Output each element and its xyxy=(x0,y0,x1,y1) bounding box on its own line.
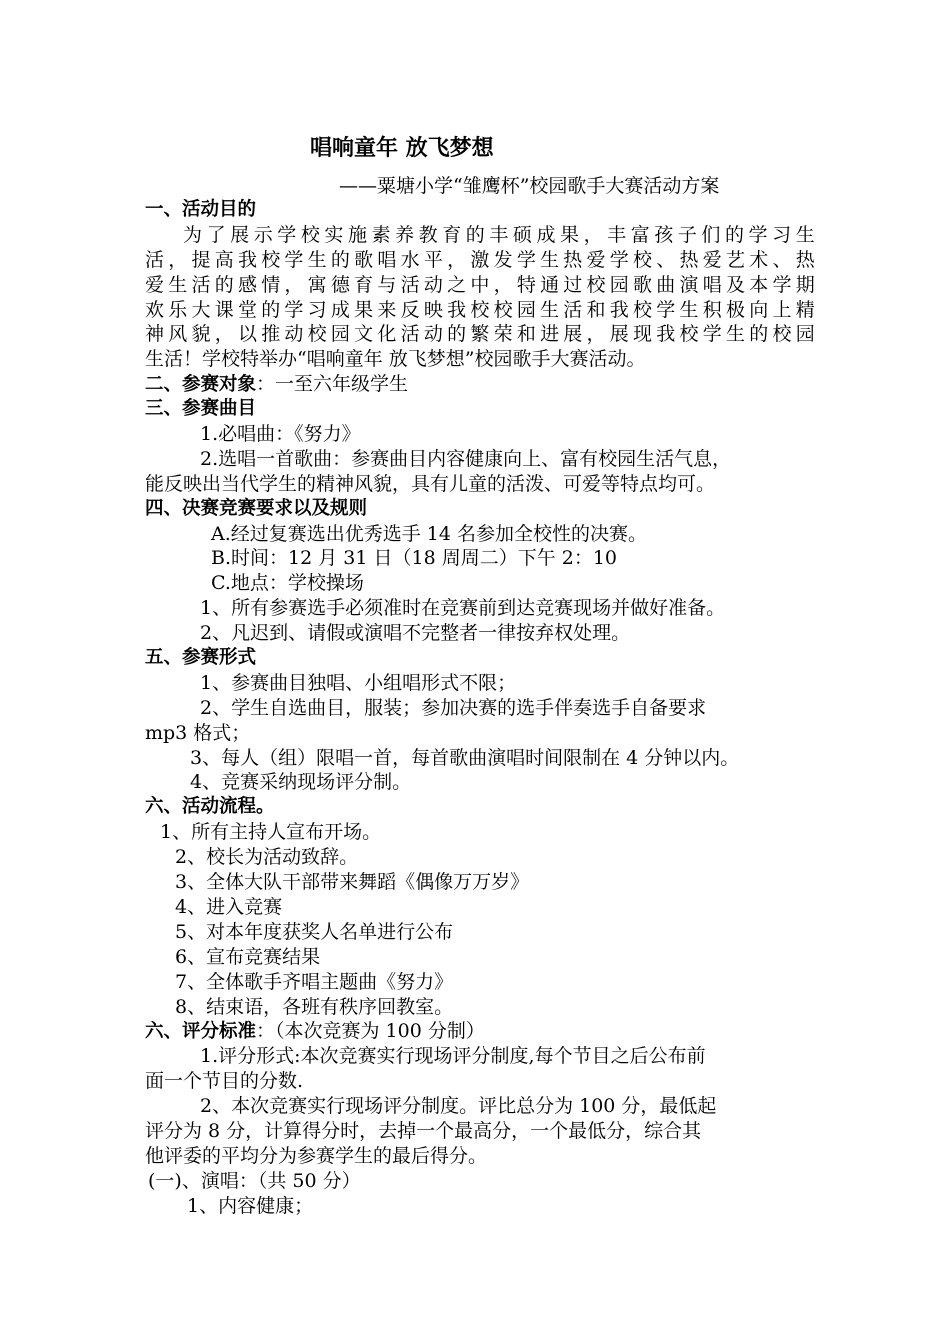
list-item: 3、全体大队干部带来舞蹈《偶像万万岁》 xyxy=(175,871,530,894)
paragraph-line: 活，提高我校学生的歌唱水平，激发学生热爱学校、热爱艺术、热 xyxy=(145,248,815,271)
list-item: 能反映出当代学生的精神风貌，具有儿童的活泼、可爱等特点均可。 xyxy=(145,472,716,495)
section-heading-participants: 二、参赛对象 xyxy=(145,374,257,396)
list-item: 1、所有参赛选手必须准时在竞赛前到达竞赛现场并做好准备。 xyxy=(200,597,726,620)
list-item: mp3 格式； xyxy=(145,721,251,744)
paragraph-line: 欢乐大课堂的学习成果来反映我校校园生活和我校学生积极向上精 xyxy=(145,298,815,321)
paragraph-line: 神风貌，以推动校园文化活动的繁荣和进展，展现我校学生的校园 xyxy=(145,323,815,346)
list-item: 1、内容健康； xyxy=(187,1194,314,1217)
list-item: 2.选唱一首歌曲：参赛曲目内容健康向上、富有校园生活气息， xyxy=(200,447,732,470)
section-heading-purpose: 一、活动目的 xyxy=(145,199,257,220)
list-item: 1、所有主持人宣布开场。 xyxy=(160,821,382,844)
section-heading-procedure: 六、活动流程。 xyxy=(145,796,275,818)
scoring-suffix: ：（本次竞赛为 100 分制） xyxy=(256,1020,485,1043)
paragraph-line: 爱生活的感情，寓德育与活动之中，特通过校园歌曲演唱及本学期 xyxy=(145,273,815,296)
section-heading-format: 五、参赛形式 xyxy=(145,647,257,669)
section-heading-final-rules: 四、决赛竞赛要求以及规则 xyxy=(145,497,368,519)
document-subtitle: ——粟塘小学“雏鹰杯”校园歌手大赛活动方案 xyxy=(339,175,720,197)
section-heading-scoring: 六、评分标准 xyxy=(145,1021,257,1043)
list-item: 2、本次竞赛实行现场评分制度。评比总分为 100 分，最低起 xyxy=(200,1095,717,1118)
list-item: 7、全体歌手齐唱主题曲《努力》 xyxy=(175,970,454,993)
list-item: C.地点：学校操场 xyxy=(211,572,364,595)
list-item: 5、对本年度获奖人名单进行公布 xyxy=(175,920,454,943)
section-participants xyxy=(145,372,815,397)
list-item: 3、每人（组）限唱一首，每首歌曲演唱时间限制在 4 分钟以内。 xyxy=(190,746,740,769)
participants-text: ：一至六年级学生 xyxy=(256,373,409,396)
list-item: 1.必唱曲：《努力》 xyxy=(200,423,361,446)
section-scoring xyxy=(145,1019,815,1044)
list-item: 评分为 8 分，计算得分时，去掉一个最高分，一个最低分，综合其 xyxy=(145,1119,702,1142)
list-item: 2、校长为活动致辞。 xyxy=(175,846,359,869)
list-item: 2、学生自选曲目，服装；参加决赛的选手伴奏选手自备要求 xyxy=(200,696,707,719)
list-item: 4、进入竞赛 xyxy=(175,895,283,918)
document-body xyxy=(145,198,815,1219)
list-item: (一)、演唱：（共 50 分） xyxy=(148,1169,361,1192)
list-item: 1、参赛曲目独唱、小组唱形式不限； xyxy=(200,671,517,694)
list-item: 8、结束语，各班有秩序回教室。 xyxy=(175,995,454,1018)
list-item: 2、凡迟到、请假或演唱不完整者一律按弃权处理。 xyxy=(200,622,631,645)
list-item: 1.评分形式:本次竞赛实行现场评分制度,每个节目之后公布前 xyxy=(200,1045,706,1068)
list-item: B.时间：12 月 31 日（18 周周二）下午 2：10 xyxy=(211,547,617,570)
section-heading-songs: 三、参赛曲目 xyxy=(145,398,257,420)
document-title: 唱响童年 放飞梦想 xyxy=(310,136,494,161)
list-item: 面一个节目的分数. xyxy=(145,1070,304,1093)
paragraph-line: 生活！学校特举办“唱响童年 放飞梦想”校园歌手大赛活动。 xyxy=(145,348,646,371)
list-item: 4、竞赛采纳现场评分制。 xyxy=(190,771,412,794)
list-item: 6、宣布竞赛结果 xyxy=(175,945,321,968)
paragraph-line: 为了展示学校实施素养教育的丰硕成果，丰富孩子们的学习生 xyxy=(183,223,815,246)
list-item: 他评委的平均分为参赛学生的最后得分。 xyxy=(145,1144,488,1167)
list-item: A.经过复赛选出优秀选手 14 名参加全校性的决赛。 xyxy=(211,522,648,545)
